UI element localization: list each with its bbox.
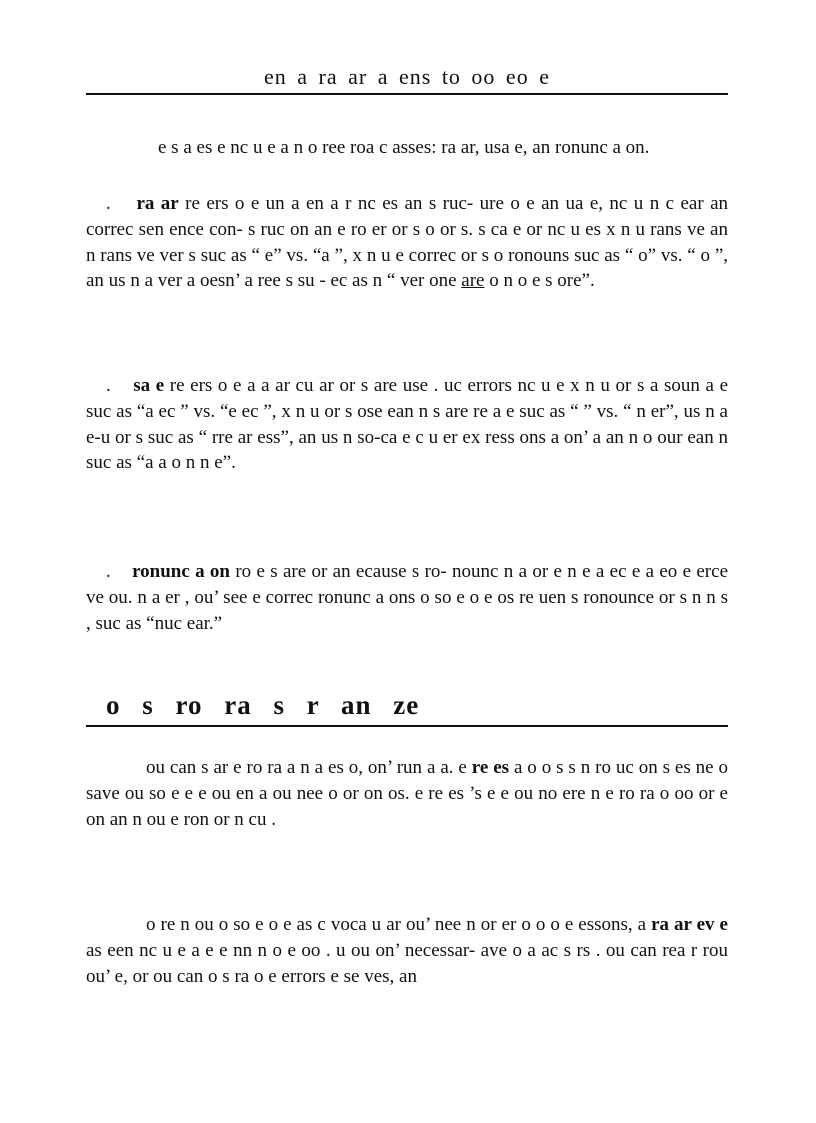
item-number: . xyxy=(106,561,111,582)
item-term: sa e xyxy=(133,375,165,396)
list-item-usage xyxy=(86,373,728,476)
section-title: o s ro ra s r an ze xyxy=(106,690,420,720)
bold-term: re es xyxy=(471,757,510,778)
section-rule xyxy=(86,725,728,727)
item-text-end: o n o e s ore”. xyxy=(484,270,595,292)
item-number: . xyxy=(106,193,111,214)
para-text: ou can s ar e ro ra a n a es o, on’ run a a. e xyxy=(146,757,472,778)
item-term: ronunc a on xyxy=(132,561,231,582)
underlined-word: are xyxy=(461,270,485,292)
list-item-grammar xyxy=(86,191,728,294)
item-text: re ers o e un a en a r nc es an s ruc- ure o e an ua e, nc u n c ear an correc sen ence con- s ruc on an e ro er or s o or s. s ca e or nc u es x n u rans ve an n rans ve ver s suc as “ e” vs. “a ”, x n u e correc or s o ronouns suc as “ o” vs. “ o ”, an us n a ver a oesn’ a ree s su - ec as n “ ver one xyxy=(86,193,729,292)
header-rule xyxy=(86,93,728,95)
para-text-end: as een nc u e a e e nn n o e oo . u ou on’ necessar- ave o a ac s rs . ou can rea r rou ou’ e, or ou can o s ra o e errors e se ves, an xyxy=(86,939,728,987)
bold-term: ra ar ev e xyxy=(651,914,728,935)
item-term: ra ar xyxy=(136,193,179,214)
item-text: re ers o e a a ar cu ar or s are use . uc errors nc u e x n u or s a soun a e suc as “a ec ” vs. “e ec ”, x n u or s ose ean n s are re a e suc as “ ” vs. “ n er”, us n a e-u or s suc as “ rre ar ess”, an us n so-ca e c u er ex ress ons a on’ a an n o our ean n suc as “a a o n n e”. xyxy=(86,375,729,474)
section-paragraph-2 xyxy=(86,912,728,989)
section-paragraph-1 xyxy=(86,755,728,832)
para-text-end: a o o s s n ro uc on s es ne o save ou so e e e ou en a ou nee o or on os. e re es ’s e e ou no ere n e ro ra o oo or e on an n ou e ron or n cu . xyxy=(86,757,729,830)
intro-paragraph: e s a es e nc u e a n o ree roa c asses: ra ar, usa e, an ronunc a on. xyxy=(158,137,650,158)
para-text: o re n ou o so e o e as c voca u ar ou’ nee n or er o o o e essons, a xyxy=(146,914,652,935)
item-number: . xyxy=(106,375,111,396)
item-text: ro e s are or an ecause s ro- nounc n a or e n e a ec e a eo e erce ve ou. n a er , ou’ see e correc ronunc a ons o so e o e os re uen s ronounce or s n n s , suc as “nuc ear.” xyxy=(86,561,729,634)
running-head: en a ra ar a ens to oo eo e xyxy=(264,64,550,89)
list-item-pronunciation xyxy=(86,559,728,636)
